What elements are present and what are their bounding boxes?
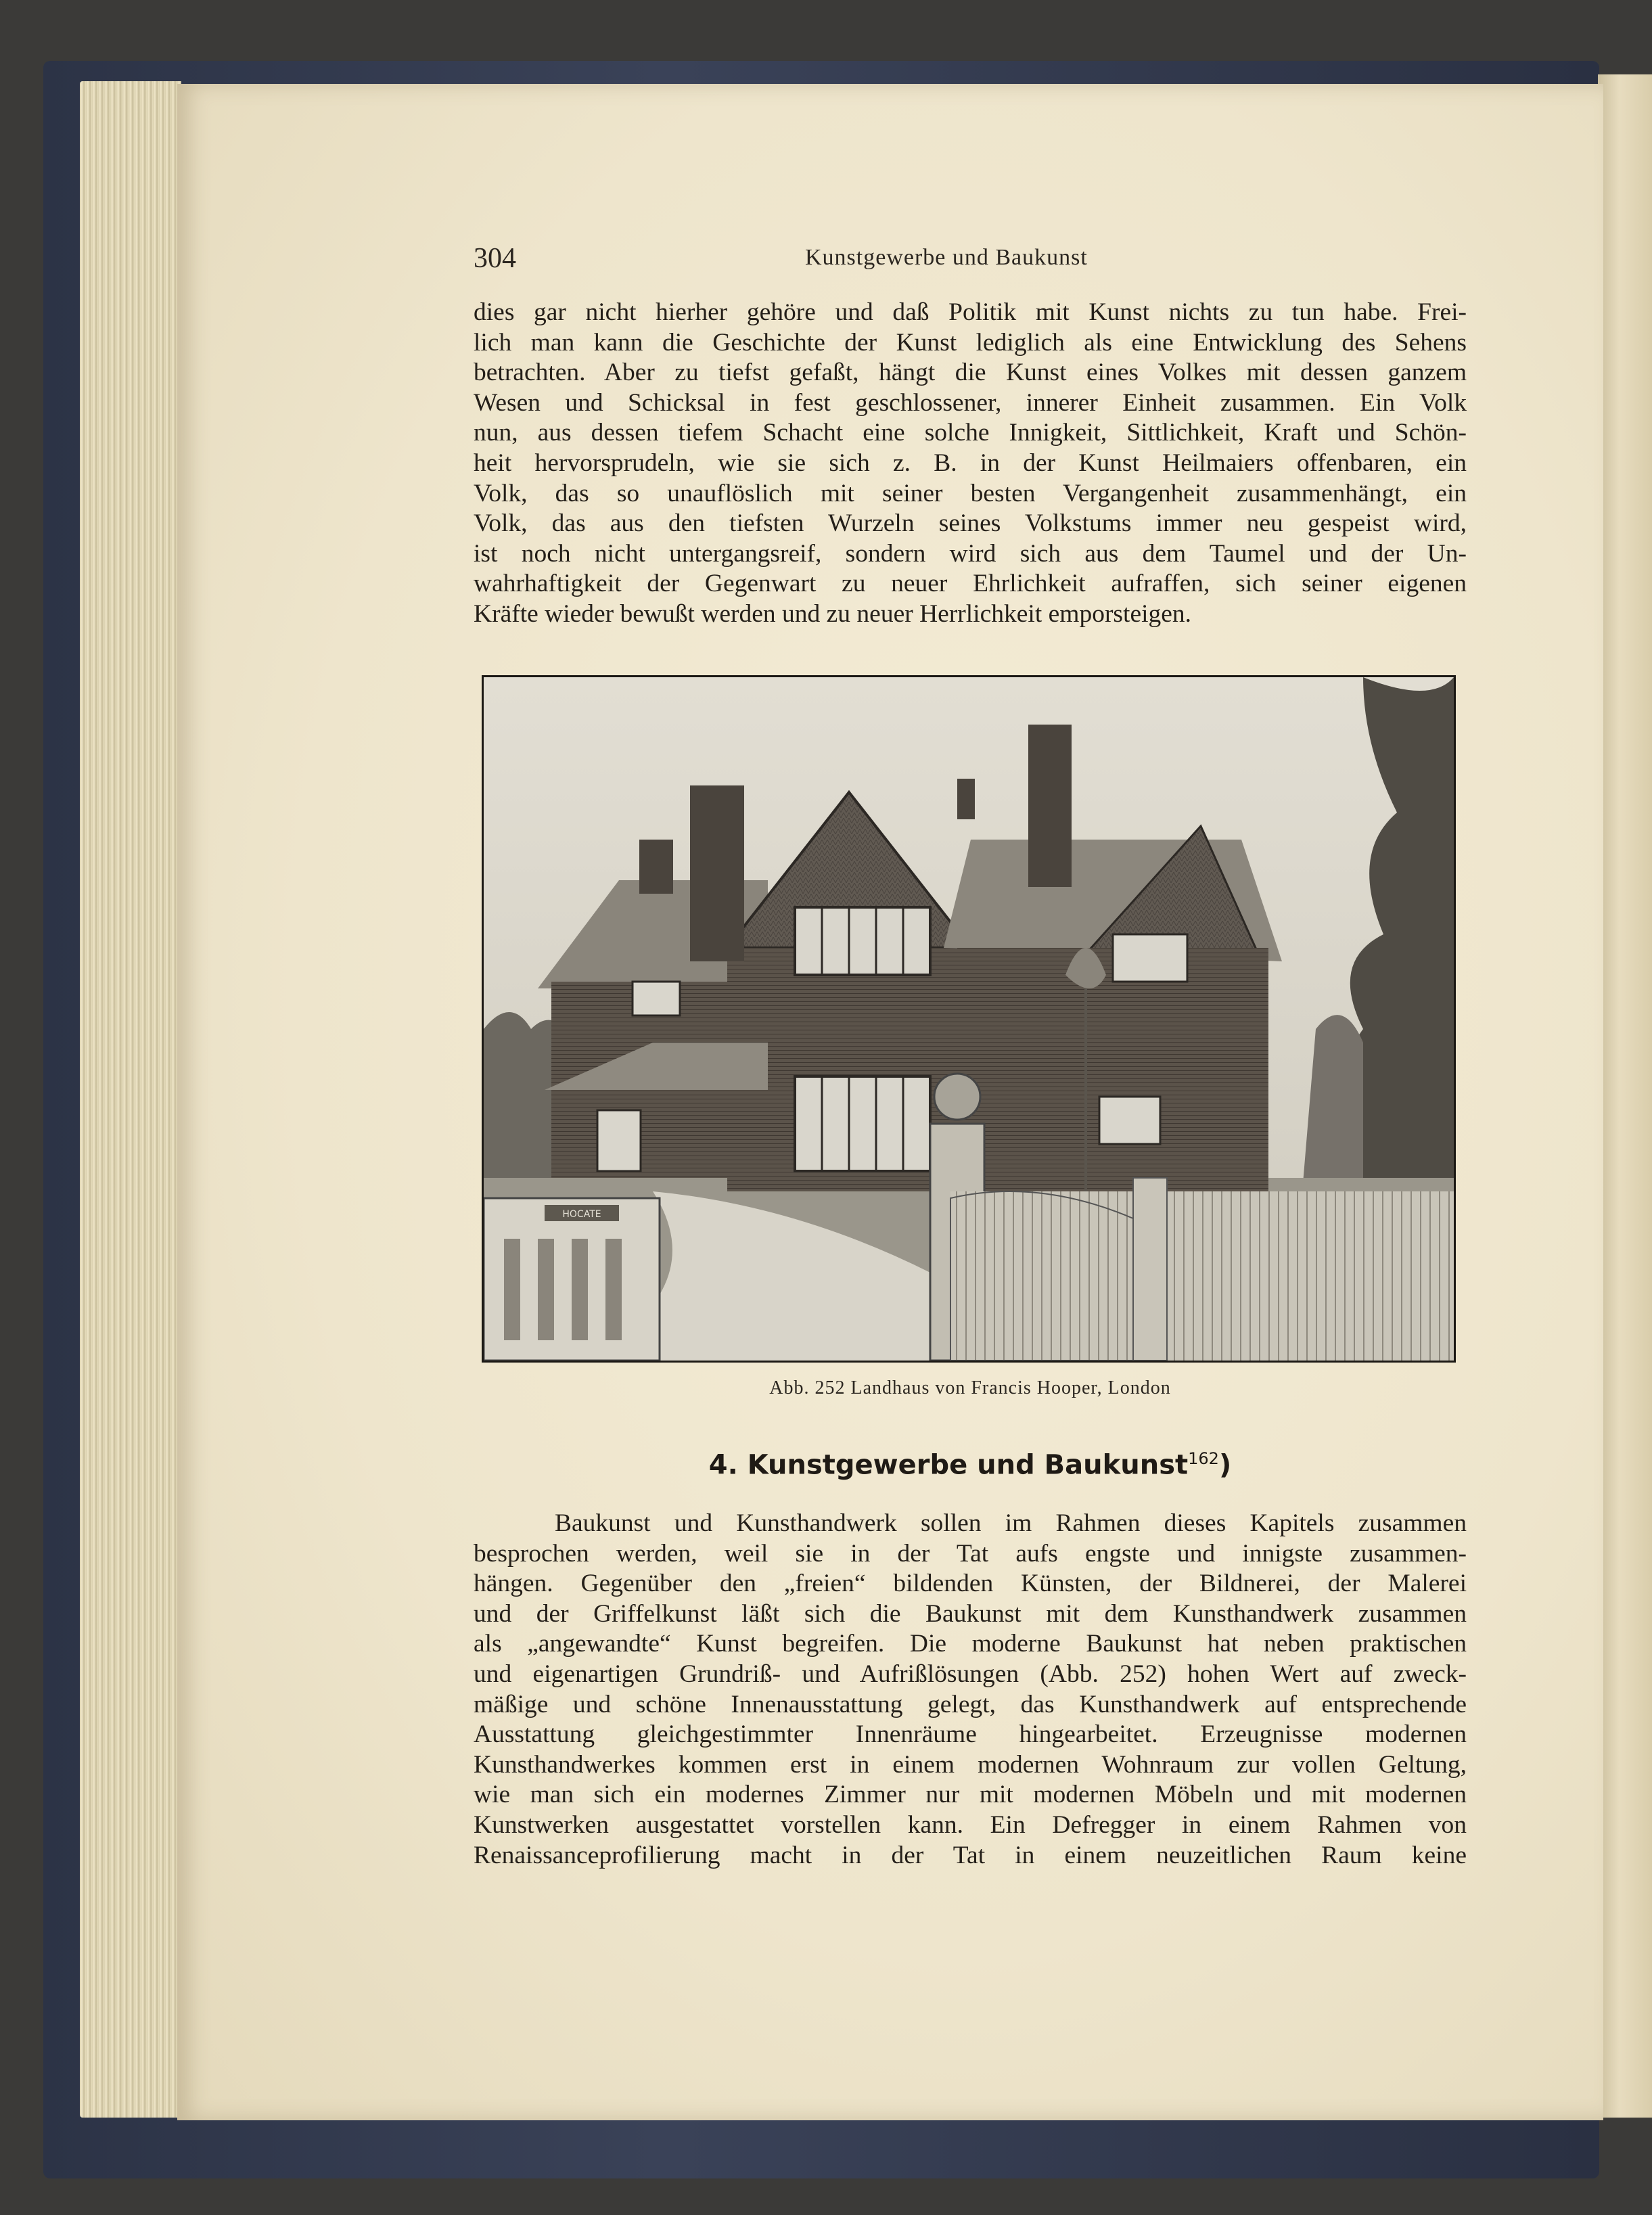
text-line: wahrhaftigkeit der Gegenwart zu neuer Ehrlichkeit aufraffen, sich seiner eigenen — [474, 570, 1467, 598]
footnote-reference: 162 — [1188, 1449, 1219, 1468]
text-line: heit hervorsprudeln, wie sie sich z. B. in der Kunst Heilmaiers offenbaren, ein — [474, 449, 1467, 477]
top-paragraph — [474, 298, 1467, 630]
text-line: lich man kann die Geschichte der Kunst lediglich als eine Entwicklung des Sehens — [474, 328, 1467, 357]
text-line: und eigenartigen Grundriß- und Aufrißlösungen (Abb. 252) hohen Wert auf zweck- — [474, 1660, 1467, 1688]
text-line: mäßige und schöne Innenausstattung gelegt, das Kunsthandwerk auf entsprechende — [474, 1690, 1467, 1718]
text-line: Wesen und Schicksal in fest geschlossener, innerer Einheit zusammen. Ein Volk — [474, 388, 1467, 417]
text-line: Kunsthandwerkes kommen erst in einem modernen Wohnraum zur vollen Geltung, — [474, 1750, 1467, 1779]
gate-sign-text: HOCATE — [562, 1209, 601, 1220]
figure-caption: Abb. 252 Landhaus von Francis Hooper, London — [769, 1377, 1171, 1398]
text-line: hängen. Gegenüber den „freien“ bildenden Künsten, der Bildnerei, der Malerei — [474, 1570, 1467, 1598]
bottom-paragraph — [474, 1509, 1467, 1871]
page-number: 304 — [474, 243, 516, 274]
text-line: wie man sich ein modernes Zimmer nur mit modernen Möbeln und mit modernen — [474, 1781, 1467, 1809]
text-line: Kräfte wieder bewußt werden und zu neuer Herrlichkeit emporsteigen. — [474, 599, 1192, 628]
text-line: Kunstwerken ausgestattet vorstellen kann. Ein Defregger in einem Rahmen von — [474, 1810, 1467, 1839]
section-heading-text: 4. Kunstgewerbe und Baukunst — [708, 1449, 1189, 1481]
text-line: ist noch nicht untergangsreif, sondern wird sich aus dem Taumel und der Un- — [474, 539, 1467, 568]
text-line: betrachten. Aber zu tiefst gefaßt, hängt die Kunst eines Volkes mit dessen ganzem — [474, 359, 1467, 387]
text-line: Baukunst und Kunsthandwerk sollen im Rahmen dieses Kapitels zusammen — [555, 1509, 1467, 1537]
text-line: als „angewandte“ Kunst begreifen. Die moderne Baukunst hat neben praktischen — [474, 1630, 1467, 1658]
text-line: besprochen werden, weil sie in der Tat aufs engste und innigste zusammen- — [474, 1539, 1467, 1568]
section-heading — [474, 1449, 1467, 1480]
house-illustration — [484, 677, 1454, 1361]
text-line: Renaissanceprofilierung macht in der Tat in einem neuzeitlichen Raum keine — [474, 1841, 1467, 1869]
facing-page-edge — [1598, 74, 1652, 2118]
text-line: Volk, das so unauflöslich mit seiner besten Vergangenheit zusammenhängt, ein — [474, 479, 1467, 507]
page-header — [474, 242, 1467, 283]
text-line: dies gar nicht hierher gehöre und daß Politik mit Kunst nichts zu tun habe. Frei- — [474, 298, 1467, 326]
text-line: Volk, das aus den tiefsten Wurzeln seines Volkstums immer neu gespeist wird, — [474, 509, 1467, 538]
figure-house-photo — [482, 675, 1456, 1363]
text-line: und der Griffelkunst läßt sich die Baukunst mit dem Kunsthandwerk zusammen — [474, 1599, 1467, 1628]
text-line: Ausstattung gleichgestimmter Innenräume hingearbeitet. Erzeugnisse modernen — [474, 1720, 1467, 1749]
footnote-paren: ) — [1218, 1449, 1232, 1481]
page-stack-edge — [80, 81, 181, 2118]
text-line: nun, aus dessen tiefem Schacht eine solche Innigkeit, Sittlichkeit, Kraft und Schön- — [474, 419, 1467, 447]
running-head: Kunstgewerbe und Baukunst — [805, 245, 1088, 270]
